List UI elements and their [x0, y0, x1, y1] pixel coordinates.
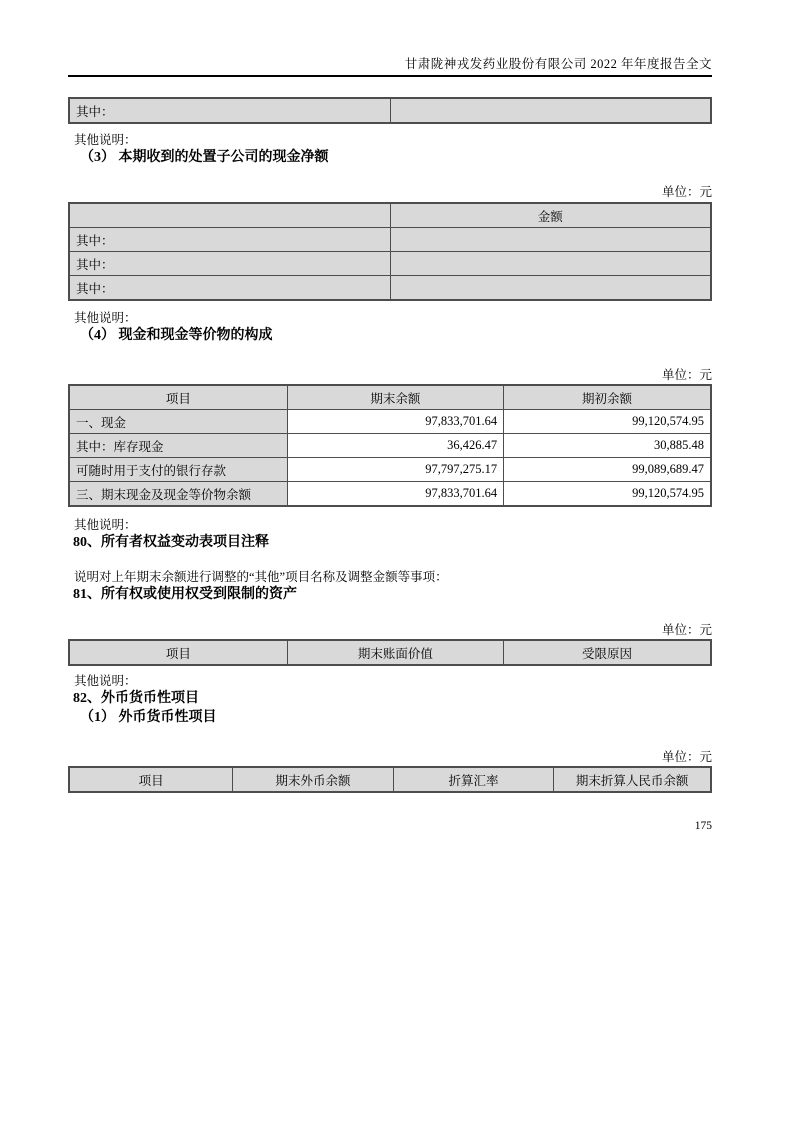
section80-heading: 80、所有者权益变动表项目注释 — [73, 535, 269, 550]
other-note-label: 其他说明： — [74, 518, 137, 532]
table-row — [69, 276, 711, 301]
row-value — [390, 228, 711, 252]
row-ending-balance: 97,833,701.64 — [287, 482, 503, 507]
header-cell-rmb-balance: 期末折算人民币余额 — [554, 767, 711, 792]
row-ending-balance: 97,797,275.17 — [287, 458, 503, 482]
header-cell-foreign-balance: 期末外币余额 — [233, 767, 394, 792]
header-cell-book-value: 期末账面价值 — [287, 640, 503, 665]
report-title: 甘肃陇神戎发药业股份有限公司 2022 年年度报告全文 — [404, 57, 712, 71]
unit-label: 单位：元 — [661, 368, 712, 382]
carryover-table — [68, 97, 712, 124]
table-row — [69, 410, 711, 434]
unit-label: 单位：元 — [661, 750, 712, 764]
header-cell-item: 项目 — [69, 767, 233, 792]
row-label: 其中： — [69, 228, 390, 252]
section80-note: 说明对上年期末余额进行调整的“其他”项目名称及调整金额等事项： — [74, 570, 448, 584]
table-header-row — [69, 203, 711, 228]
header-cell-blank — [69, 203, 390, 228]
foreign-currency-table — [68, 766, 712, 793]
row-beginning-balance: 99,120,574.95 — [504, 482, 711, 507]
header-cell-item: 项目 — [69, 640, 287, 665]
row-item: 其中：库存现金 — [69, 434, 287, 458]
row-beginning-balance: 99,120,574.95 — [504, 410, 711, 434]
header-cell-ending: 期末余额 — [287, 385, 503, 410]
section82-heading: 82、外币货币性项目 — [73, 691, 199, 706]
other-note-label: 其他说明： — [74, 133, 137, 147]
carryover-row-label: 其中： — [69, 98, 390, 123]
table-row — [69, 434, 711, 458]
table-header-row — [69, 640, 711, 665]
restricted-assets-table — [68, 639, 712, 666]
carryover-row-value — [390, 98, 711, 123]
header-cell-exchange-rate: 折算汇率 — [393, 767, 554, 792]
row-item: 三、期末现金及现金等价物余额 — [69, 482, 287, 507]
row-ending-balance: 36,426.47 — [287, 434, 503, 458]
section81-heading: 81、所有权或使用权受到限制的资产 — [73, 587, 297, 602]
row-label: 其中： — [69, 252, 390, 276]
row-beginning-balance: 99,089,689.47 — [504, 458, 711, 482]
table-row — [69, 482, 711, 507]
table-row — [69, 458, 711, 482]
section4-heading: （4） 现金和现金等价物的构成 — [80, 328, 273, 343]
header-divider — [68, 75, 712, 77]
page-number: 175 — [694, 820, 712, 832]
row-item: 一、现金 — [69, 410, 287, 434]
row-ending-balance: 97,833,701.64 — [287, 410, 503, 434]
section3-heading: （3） 本期收到的处置子公司的现金净额 — [80, 150, 329, 165]
section82-sub-heading: （1） 外币货币性项目 — [80, 710, 217, 725]
other-note-label: 其他说明： — [74, 674, 137, 688]
table-header-row — [69, 385, 711, 410]
table-row — [69, 252, 711, 276]
header-cell-restriction-reason: 受限原因 — [504, 640, 711, 665]
table-row — [69, 228, 711, 252]
unit-label: 单位：元 — [661, 623, 712, 637]
other-note-label: 其他说明： — [74, 311, 137, 325]
cash-equivalents-table — [68, 384, 712, 507]
header-cell-beginning: 期初余额 — [504, 385, 711, 410]
row-item: 可随时用于支付的银行存款 — [69, 458, 287, 482]
table-header-row — [69, 767, 711, 792]
header-cell-item: 项目 — [69, 385, 287, 410]
disposal-cash-table — [68, 202, 712, 301]
row-value — [390, 252, 711, 276]
row-value — [390, 276, 711, 301]
header-cell-amount: 金额 — [390, 203, 711, 228]
unit-label: 单位：元 — [661, 185, 712, 199]
row-label: 其中： — [69, 276, 390, 301]
table-row — [69, 98, 711, 123]
row-beginning-balance: 30,885.48 — [504, 434, 711, 458]
